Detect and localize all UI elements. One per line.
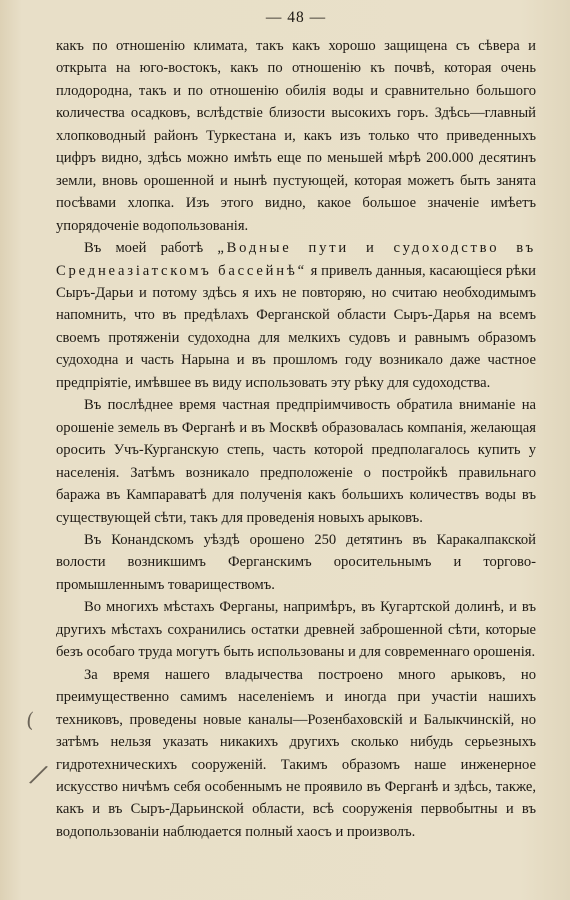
margin-pencil-mark: ( xyxy=(24,707,36,733)
margin-pencil-mark: / xyxy=(29,759,48,791)
paragraph-text: Въ Конандскомъ уѣздѣ орошено 250 детятинъ въ Каракалпакской волости возникшимъ Ферганскимъ оросительнымъ и торгово-промышленнымъ товариществомъ. xyxy=(56,531,536,593)
paragraph xyxy=(56,529,536,596)
text-body xyxy=(56,35,536,843)
paragraph-text: какъ по отношенію климата, такъ какъ хорошо защищена съ сѣвера и открыта на юго-востокъ, какъ по отношенію къ почвѣ, которая очень плодородна, такъ и по отношенію обилія воды и сравнительно большого количества осадковъ, вслѣдствіе близости высокихъ горъ. Здѣсь—главный хлопководный районъ Туркестана и, какъ изъ только что приведенныхъ цифръ видно, здѣсь можно имѣть еще по меньшей мѣрѣ 200.000 десятинъ земли, вновь орошенной и нынѣ пустующей, которая можетъ быть занята посѣвами хлопка. Изъ этого видно, какое большое значеніе имѣетъ упорядоченіе водопользованія. xyxy=(56,38,536,234)
paragraph xyxy=(56,664,536,844)
paragraph xyxy=(56,35,536,237)
paragraph-text: За время нашего владычества построено много арыковъ, но преимущественно самимъ населеніемъ и иногда при участіи нашихъ техниковъ, проведены новые каналы—Розенбаховскій и Балыкчинскій, но затѣмъ нельзя указать никакихъ другихъ сколько нибудь серьезныхъ гидротехническихъ сооруженій. Такимъ образомъ наше инженерное искусство ничѣмъ себя особеннымъ не проявило въ Ферганѣ и здѣсь, также, какъ и въ Сыръ-Дарьинской области, всѣ сооруженія первобытны и въ водопользованіи наблюдается полный хаосъ и произволъ. xyxy=(56,666,536,840)
paragraph xyxy=(56,596,536,663)
paragraph xyxy=(56,237,536,394)
paragraph-text: я привелъ данныя, касающіеся рѣки Сыръ-Дарьи и потому здѣсь я ихъ не повторяю, но считаю необходимымъ напомнить, что въ предѣлахъ Ферганской области Сыръ-Дарья на всемъ своемъ протяженіи судоходна для мелкихъ судовъ и равнымъ образомъ судоходна и часть Нарына и въ прошломъ году возникало даже частное предпріятіе, имѣвшее въ виду использовать эту рѣку для судоходства. xyxy=(56,262,536,391)
paragraph-text: Во многихъ мѣстахъ Ферганы, напримѣръ, въ Кугартской долинѣ, и въ другихъ мѣстахъ сохранились остатки древней заброшенной сѣти, которые безъ особаго труда могутъ быть использованы и для современнаго орошенія. xyxy=(56,599,536,661)
page-number: — 48 — xyxy=(265,9,327,26)
paragraph-text: Въ послѣднее время частная предпріимчивость обратила вниманіе на орошеніе земель въ Ферганѣ и въ Москвѣ образовалась компанія, желающая оросить Учъ-Курганскую степь, часть которой предполагалось купить у населенія. Затѣмъ возникало предположеніе о постройкѣ правильнаго баража въ Кампараватѣ для полученія какъ большихъ количествъ воды въ существующей сѣти, такъ для проведенія новыхъ арыковъ. xyxy=(56,397,536,526)
paragraph xyxy=(56,394,536,529)
spaced-title-text: „Водные пути и судоходство въ Среднеазіатскомъ бассейнѣ“ xyxy=(56,240,536,279)
paragraph-text: Въ моей работѣ xyxy=(84,240,218,257)
